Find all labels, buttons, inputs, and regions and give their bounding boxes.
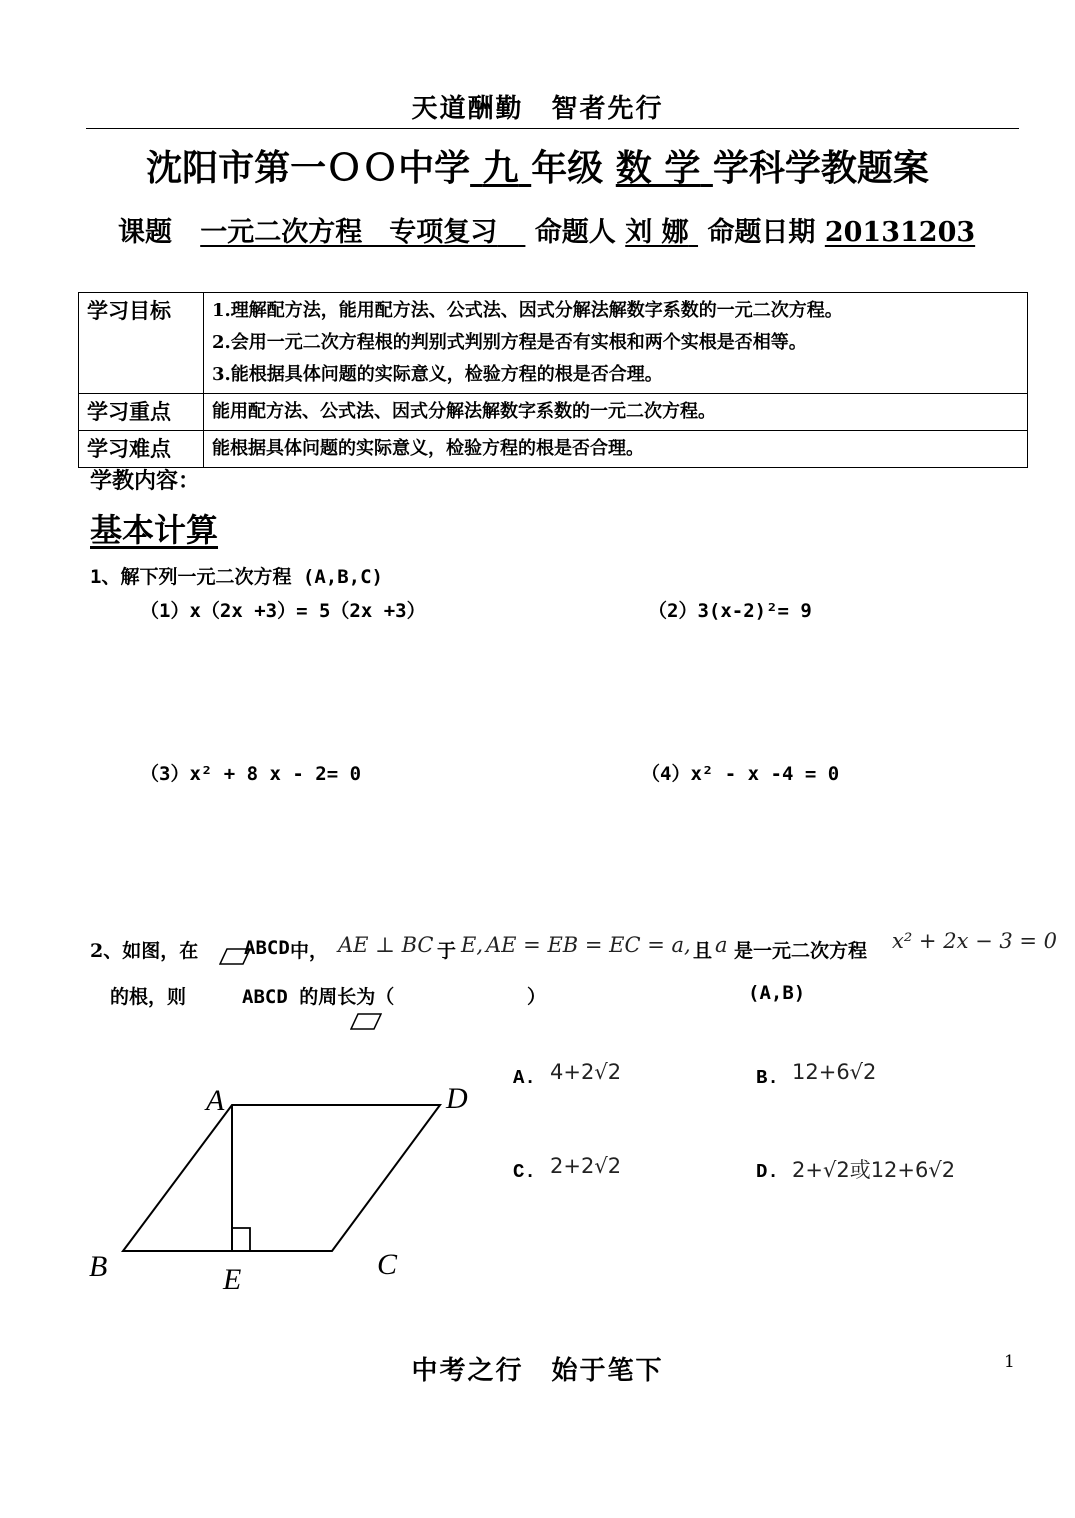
- quadratic-equation: x² + 2x − 3 = 0: [892, 929, 1058, 953]
- goal-line: 3.能根据具体问题的实际意义，检验方程的根是否合理。: [212, 364, 663, 385]
- question-2-and: 且: [693, 940, 713, 962]
- table-row: [79, 431, 1028, 468]
- question-1-item: （1）x（2x +3）= 5（2x +3）: [140, 600, 426, 622]
- author-label: 命题人: [534, 217, 616, 248]
- goal-line: 2.会用一元二次方程根的判别式判别方程是否有实根和两个实根是否相等。: [212, 332, 807, 353]
- school-title: [0, 140, 1075, 191]
- grade-label: 年级: [531, 147, 604, 189]
- goals-label: 学习目标: [79, 293, 204, 394]
- vertex-label-a: A: [206, 1084, 225, 1117]
- question-2-figure-name: ABCD: [244, 937, 290, 959]
- grade-value: 九: [482, 147, 519, 189]
- question-1-item: （4）x² - x -4 = 0: [641, 763, 840, 785]
- meta-line: [118, 210, 975, 249]
- option-b-label: B.: [756, 1067, 779, 1089]
- option-c-value: 2+2√2: [550, 1154, 622, 1178]
- point-e: E,: [461, 933, 484, 957]
- key-points-content: 能用配方法、公式法、因式分解法解数字系数的一元二次方程。: [204, 394, 1028, 431]
- subject-value: 数 学: [615, 147, 701, 189]
- table-row: [79, 293, 1028, 394]
- parallelogram-symbol: [350, 1013, 382, 1031]
- school-name: 沈阳市第一ＯＯ中学: [146, 147, 471, 189]
- page-number: 1: [1004, 1352, 1015, 1372]
- vertex-label-d: D: [446, 1082, 468, 1115]
- option-d-label: D.: [756, 1161, 779, 1183]
- topic-value: 一元二次方程 专项复习: [200, 217, 498, 248]
- vertex-label-b: B: [89, 1250, 108, 1283]
- question-2-line2-mid: ABCD 的周长为（: [242, 986, 395, 1008]
- goals-content: [204, 293, 1028, 394]
- header-divider: [86, 128, 1019, 129]
- difficulties-content: 能根据具体问题的实际意义，检验方程的根是否合理。: [204, 431, 1028, 468]
- option-c-label: C.: [513, 1161, 536, 1183]
- question-2-prefix: 2、如图，在: [90, 940, 199, 962]
- question-2-at: 于: [437, 940, 457, 962]
- question-1-stem: 1、解下列一元二次方程 (A,B,C): [90, 566, 383, 588]
- date-label: 命题日期: [707, 217, 816, 248]
- footer-motto: 中考之行 始于笔下: [411, 1356, 664, 1386]
- parallelogram-figure: [80, 1075, 500, 1305]
- difficulties-label: 学习难点: [79, 431, 204, 468]
- right-angle-mark: [232, 1228, 250, 1251]
- topic-label: 课题: [118, 217, 172, 248]
- perpendicular-condition: AE ⊥ BC: [338, 933, 434, 957]
- question-2-line2-prefix: 的根，则: [110, 986, 187, 1008]
- option-a-label: A.: [513, 1067, 536, 1089]
- learning-goals-table: [78, 292, 1028, 468]
- option-a-value: 4+2√2: [550, 1060, 622, 1084]
- vertex-label-e: E: [223, 1263, 242, 1296]
- key-points-label: 学习重点: [79, 394, 204, 431]
- question-2-mid: 中，: [290, 940, 329, 962]
- question-2-is-root: 是一元二次方程: [734, 940, 868, 962]
- equal-segments: AE = EB = EC = a,: [486, 933, 691, 957]
- question-1-item: （2）3(x-2)²= 9: [648, 600, 812, 622]
- date-value: 20131203: [824, 217, 976, 248]
- vertex-label-c: C: [377, 1248, 398, 1281]
- option-b-value: 12+6√2: [792, 1060, 877, 1084]
- content-label: 学教内容：: [90, 468, 201, 494]
- doc-type: 学科学教题案: [712, 147, 929, 189]
- question-1-item: （3）x² + 8 x - 2= 0: [140, 763, 362, 785]
- answer-blank-close: ）: [527, 986, 547, 1008]
- parallelogram-abcd: [123, 1105, 440, 1251]
- variable-a: a: [715, 933, 728, 957]
- author-value: 刘 娜: [625, 217, 689, 248]
- option-d-value: 2+√2或12+6√2: [792, 1158, 956, 1182]
- difficulty-level: (A,B): [748, 982, 806, 1004]
- table-row: [79, 394, 1028, 431]
- section-title: 基本计算: [90, 511, 219, 549]
- goal-line: 1.理解配方法，能用配方法、公式法、因式分解法解数字系数的一元二次方程。: [212, 300, 843, 321]
- header-motto: 天道酬勤 智者先行: [411, 94, 664, 124]
